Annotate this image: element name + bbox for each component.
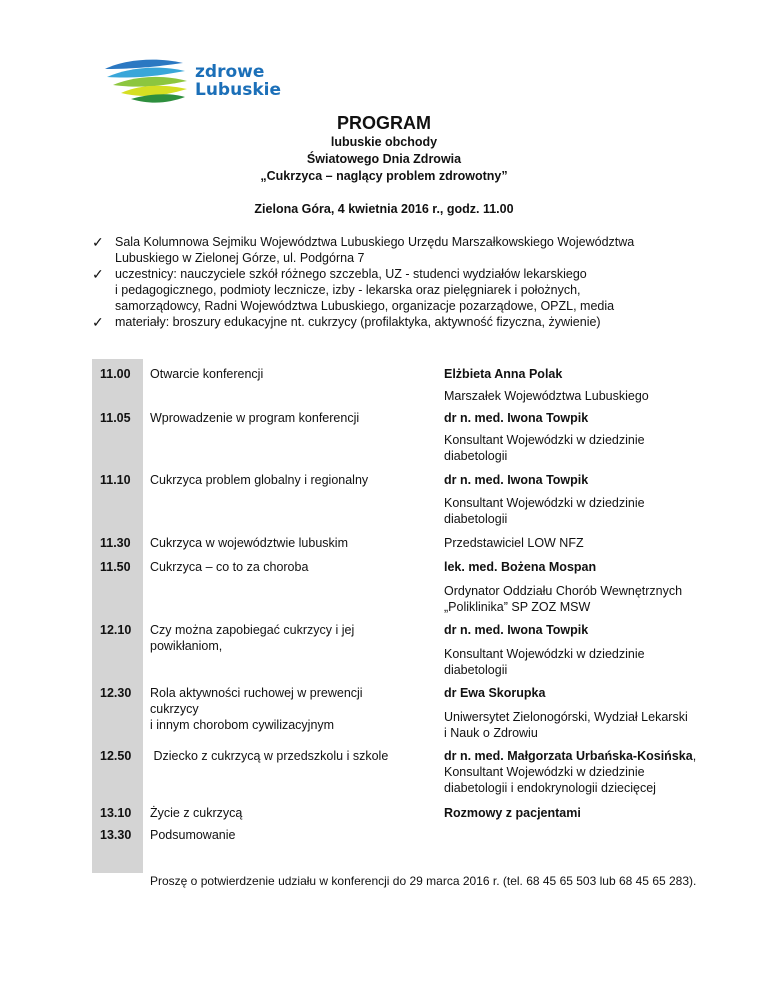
topic-11-05: Wprowadzenie w program konferencji [150,411,360,425]
topic-line: powikłaniom, [150,639,223,653]
subtitle-line-1: lubuskie obchody [330,135,438,149]
logo-waves-icon [103,55,195,115]
topic-12-10 [150,622,395,654]
logo-line-2: Lubuskie [195,80,281,100]
bullet-line: Lubuskiego w Zielonej Górze, ul. Podgórna 7 [115,251,365,265]
time-11-30: 11.30 [100,536,131,550]
logo-line-1: zdrowe [195,62,265,82]
role-11-00: Marszałek Województwa Lubuskiego [444,389,649,403]
speaker-12-10: dr n. med. Iwona Towpik [444,623,589,637]
subtitle-line-3: „Cukrzyca – naglący problem zdrowotny” [260,169,508,183]
speaker-13-10: Rozmowy z pacjentami [444,806,581,820]
topic-12-50: Dziecko z cukrzycą w przedszkolu i szkole [150,749,389,763]
speaker-11-05: dr n. med. Iwona Towpik [444,411,589,425]
page-title: PROGRAM [337,113,431,133]
program-header [0,112,768,185]
bullet-line: materiały: broszury edukacyjne nt. cukrzycy (profilaktyka, aktywność fizyczna, żywienie) [115,315,601,329]
role-line: Konsultant Wojewódzki w dziedzinie [444,765,645,779]
role-line: Konsultant Wojewódzki w dziedzinie [444,433,645,447]
role-12-10 [444,646,709,678]
speaker-11-30: Przedstawiciel LOW NFZ [444,536,584,550]
zdrowe-lubuskie-logo [103,55,283,115]
topic-line: Czy można zapobiegać cukrzycy i jej [150,623,355,637]
role-line: „Poliklinika” SP ZOZ MSW [444,600,591,614]
speaker-12-50: dr n. med. Małgorzata Urbańska-Kosińska [444,749,693,763]
checkmark-icon: ✓ [92,234,104,250]
bullet-line: Sala Kolumnowa Sejmiku Województwa Lubuskiego Urzędu Marszałkowskiego Województwa [115,235,635,249]
role-line: diabetologii [444,449,508,463]
subtitle-line-2: Światowego Dnia Zdrowia [306,152,462,166]
topic-line: Rola aktywności ruchowej w prewencji cukrzycy [150,686,363,716]
info-bullets [92,234,692,330]
topic-line: i innym chorobom cywilizacyjnym [150,718,335,732]
time-column-band [92,359,143,873]
topic-11-50: Cukrzyca – co to za choroba [150,560,309,574]
role-line: i Nauk o Zdrowiu [444,726,538,740]
speaker-12-50-block [444,748,709,796]
time-12-50: 12.50 [100,749,132,763]
time-11-10: 11.10 [100,473,131,487]
checkmark-icon: ✓ [92,314,104,330]
topic-13-10: Życie z cukrzycą [150,806,243,820]
role-line: diabetologii [444,663,508,677]
speaker-11-10: dr n. med. Iwona Towpik [444,473,589,487]
role-line: Uniwersytet Zielonogórski, Wydział Lekarski [444,710,688,724]
role-line: Ordynator Oddziału Chorób Wewnętrznych [444,584,683,598]
event-place-date: Zielona Góra, 4 kwietnia 2016 r., godz. 11.00 [254,202,514,216]
topic-11-30: Cukrzyca w województwie lubuskim [150,536,348,550]
time-12-10: 12.10 [100,623,132,637]
footer-note: Proszę o potwierdzenie udziału w konferencji do 29 marca 2016 r. (tel. 68 45 65 503 lub 68 45 65 283). [150,874,697,888]
speaker-11-00: Elżbieta Anna Polak [444,367,563,381]
role-11-10 [444,495,709,527]
topic-13-30: Podsumowanie [150,828,236,842]
topic-11-10: Cukrzyca problem globalny i regionalny [150,473,369,487]
speaker-11-50: lek. med. Bożena Mospan [444,560,597,574]
bullet-line: samorządowcy, Radni Województwa Lubuskiego, organizacje pozarządowe, OPZL, media [115,299,615,313]
bullet-participants [92,266,692,314]
role-12-30 [444,709,709,741]
checkmark-icon: ✓ [92,266,104,282]
speaker-12-30: dr Ewa Skorupka [444,686,546,700]
bullet-materials [92,314,692,330]
role-line: Konsultant Wojewódzki w dziedzinie [444,496,645,510]
role-11-50 [444,583,709,615]
bullet-venue [92,234,692,266]
bullet-line: uczestnicy: nauczyciele szkół różnego szczebla, UZ - studenci wydziałów lekarskiego [115,267,587,281]
role-line: diabetologii i endokrynologii dziecięcej [444,781,656,795]
time-11-05: 11.05 [100,411,131,425]
topic-12-30 [150,685,395,733]
role-line: Konsultant Wojewódzki w dziedzinie [444,647,645,661]
time-11-00: 11.00 [100,367,131,381]
role-11-05 [444,432,709,464]
topic-11-00: Otwarcie konferencji [150,367,264,381]
bullet-line: i pedagogicznego, podmioty lecznicze, izby - lekarska oraz pielęgniarek i położnych, [115,283,581,297]
role-line: diabetologii [444,512,508,526]
time-13-10: 13.10 [100,806,132,820]
time-11-50: 11.50 [100,560,131,574]
speaker-suffix: , [692,749,697,763]
time-12-30: 12.30 [100,686,132,700]
time-13-30: 13.30 [100,828,132,842]
